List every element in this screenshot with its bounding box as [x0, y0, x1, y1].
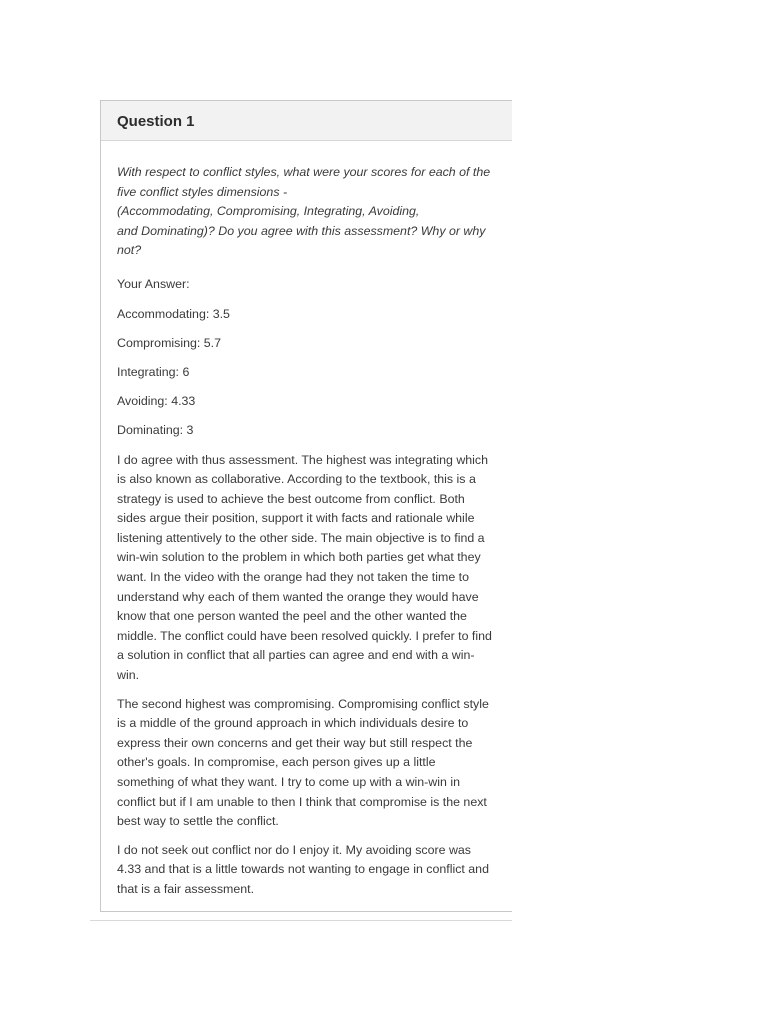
score-avoiding: Avoiding: 4.33	[117, 394, 196, 409]
answer-paragraph-integrating: I do agree with thus assessment. The highest was integrating which is also known as collaborative. According to the textbook, this is a strategy is used to achieve the best outcome from conflict. Both sides argue their position, support it with facts and rationale while listening attentively to the other side. The main objective is to find a win-win solution to the problem in which both parties get what they want. In the video with the orange had they not taken the time to understand why each of them wanted the orange they would have know that one person wanted the peel and the other wanted the middle. The conflict could have been resolved quickly. I prefer to find a solution in conflict that all parties can agree and end with a win-win.	[117, 452, 492, 683]
question-header	[101, 101, 512, 141]
score-compromising: Compromising: 5.7	[117, 335, 221, 350]
question-title: Question 1	[117, 113, 195, 130]
question-body	[101, 141, 493, 900]
question-prompt: With respect to conflict styles, what were your scores for each of the five conflict styles dimensions - (Accommodating, Compromising, Integrating, Avoiding, and Dominating)? Do you agree with this assessment? Why or why not?	[117, 165, 491, 258]
score-accommodating: Accommodating: 3.5	[117, 306, 230, 321]
question-card	[100, 100, 512, 912]
score-integrating: Integrating: 6	[117, 364, 190, 379]
score-dominating: Dominating: 3	[117, 423, 194, 438]
bottom-divider	[90, 920, 512, 921]
answer-paragraph-compromising: The second highest was compromising. Compromising conflict style is a middle of the ground approach in which individuals desire to express their own concerns and get their way but still respect the other's goals. In compromise, each person gives up a little something of what they want. I try to come up with a win-win in conflict but if I am unable to then I think that compromise is the next best way to settle the conflict.	[117, 696, 489, 829]
answer-paragraph-avoiding: I do not seek out conflict nor do I enjoy it. My avoiding score was 4.33 and that is a little towards not wanting to engage in conflict and that is a fair assessment.	[117, 842, 489, 896]
answer-label: Your Answer:	[117, 276, 190, 291]
